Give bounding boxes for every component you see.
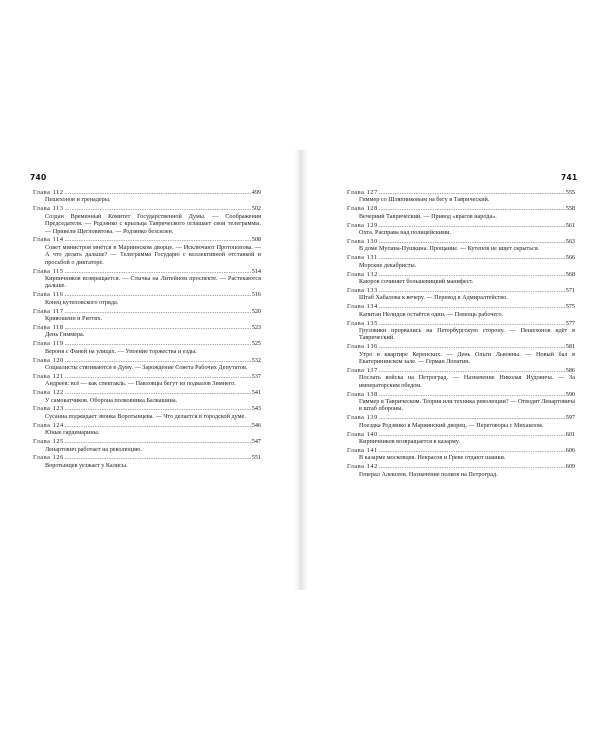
chapter-label: Глава 136 [347,343,378,351]
chapter-label: Глава 123 [33,405,64,413]
chapter-label: Глава 138 [347,390,378,398]
chapter-summary: Охта. Расправа над полицейскими. [359,229,451,237]
toc-entry [347,205,575,220]
chapter-page-number: 555 [565,189,575,196]
chapter-page-number: 606 [565,447,575,454]
toc-entry [347,287,575,302]
chapter-summary: Грузовики прорвались на Петербургскую сторону. — Пешехонов идёт в Таврический. [359,326,575,342]
chapter-summary: Гиммер в Таврическом. Теория или техника революции? — Отводят Ленартовича в штаб обороны. [359,398,575,413]
dot-leader [65,308,251,315]
toc-entry [33,308,261,323]
toc-entry-heading [347,271,575,278]
chapter-summary: Генерал Алексеев. Назначение полков на Петроград. [359,470,498,478]
chapter-page-number: 597 [565,414,575,422]
chapter-summary: Конец кутеповского отряда. [45,298,119,306]
chapter-summary: У самокатчиков. Оборона полковника Балкашина. [45,396,178,404]
dot-leader [65,236,251,243]
dot-leader [379,287,565,294]
chapter-summary: Поездка Родзянко в Мариинский дворец. — Переговоры с Михаилом. [359,421,544,429]
toc-left-column [33,189,261,471]
chapter-page-number: 609 [565,463,575,471]
chapter-label: Глава 116 [33,291,64,299]
chapter-summary: Кирпичников возвращается. — Стычка на Литейном проспекте. — Растекаются дальше. [45,274,261,290]
chapter-page-number: 543 [251,405,261,413]
chapter-page-number: 561 [565,221,575,229]
chapter-page-number: 508 [251,236,261,244]
toc-entry [347,238,575,253]
toc-entry [347,343,575,365]
chapter-summary: Создан Временный Комитет Государственной Думы. — Соображения Председателя. — Родзянко с крыльца Таврического оглашает свои телеграммы. — Привели Щегловитова. — Родзянко безсилен. [45,212,261,235]
chapter-page-number: 547 [251,438,261,446]
chapter-summary: Андреев: всё — как спектакль. — Павловцы бегут из подвалов Зимнего. [45,380,236,388]
chapter-label: Глава 131 [347,254,378,262]
chapter-label: Глава 141 [347,447,378,454]
dot-leader [379,205,565,212]
dot-leader [65,340,251,347]
dot-leader [65,438,251,445]
chapter-label: Глава 139 [347,414,378,422]
chapter-summary: Кирпичников возвращается в казарму. [359,438,460,446]
chapter-label: Глава 126 [33,454,64,462]
chapter-page-number: 516 [251,291,261,299]
chapter-page-number: 563 [565,237,575,245]
toc-entry [347,391,575,413]
toc-entry [33,357,261,372]
toc-entry-heading [347,287,575,294]
toc-entry [33,389,261,404]
toc-entry-heading [33,324,261,331]
toc-entry [33,422,261,437]
dot-leader [65,373,251,380]
chapter-label: Глава 117 [33,307,64,315]
chapter-page-number: 541 [251,389,261,397]
chapter-label: Глава 137 [347,366,378,374]
chapter-summary: Вероня с Фаней на улицах. — Упоение торжества и езды. [45,347,197,355]
toc-entry [347,463,575,478]
chapter-page-number: 514 [251,267,261,275]
toc-entry-heading [347,367,575,374]
chapter-page-number: 586 [565,366,575,374]
chapter-summary: Социалисты стягиваются в Думу. — Зарождение Совета Рабочих Депутатов. [45,363,248,371]
toc-entry [33,324,261,339]
toc-entry-heading [33,205,261,212]
chapter-page-number: 551 [251,454,261,462]
chapter-label: Глава 127 [347,189,378,196]
toc-entry-heading [33,268,261,275]
toc-entry-heading [347,303,575,310]
dot-leader [65,324,251,331]
chapter-summary: Вечерний Таврический. — Привод «врагов народа». [359,212,497,220]
toc-entry [33,373,261,388]
chapter-label: Глава 113 [33,205,64,213]
dot-leader [379,189,565,196]
toc-entry [33,438,261,453]
chapter-label: Глава 130 [347,237,378,245]
toc-entry-heading [33,389,261,396]
chapter-label: Глава 125 [33,438,64,446]
toc-entry-heading [33,189,261,196]
dot-leader [379,303,565,310]
chapter-page-number: 590 [565,390,575,398]
toc-entry-heading [33,454,261,461]
chapter-page-number: 566 [565,254,575,262]
chapter-label: Глава 121 [33,372,64,380]
chapter-summary: Утро в квартире Керенских. — День Ольги Львовны. — Новый бал в Екатерининском зале. — Герман Лопатин. [359,350,575,366]
chapter-page-number: 523 [251,323,261,331]
chapter-label: Глава 119 [33,340,64,348]
chapter-label: Глава 132 [347,270,378,278]
chapter-page-number: 546 [251,421,261,429]
toc-entry-heading [347,414,575,421]
chapter-label: Глава 112 [33,189,64,196]
chapter-summary: Штаб Хабалова к вечеру. — Перевод в Адмиралтейство. [359,294,508,302]
toc-entry-heading [347,254,575,261]
chapter-summary: Послать войска на Петроград. — Назначение Николая Иудовича. — За императорским обедом. [359,374,575,389]
chapter-label: Глава 118 [33,323,64,331]
toc-entry [347,271,575,286]
dot-leader [379,447,565,454]
dot-leader [379,320,565,327]
chapter-label: Глава 114 [33,236,64,244]
toc-entry [347,431,575,446]
right-page-number: 741 [561,173,578,182]
chapter-label: Глава 134 [347,303,378,311]
toc-entry-heading [347,222,575,229]
chapter-summary: Гиммер со Шляпниковым на бегу в Таврический. [359,196,490,204]
toc-entry [347,320,575,342]
chapter-page-number: 577 [565,319,575,327]
dot-leader [65,405,251,412]
dot-leader [65,422,251,429]
chapter-page-number: 575 [565,303,575,311]
toc-entry-heading [33,291,261,298]
chapter-summary: Капитан Нелидов остаётся один. — Помощь рабочего. [359,310,504,318]
toc-entry-heading [347,320,575,327]
chapter-label: Глава 120 [33,356,64,364]
dot-leader [379,367,565,374]
toc-entry-heading [33,340,261,347]
dot-leader [65,389,251,396]
dot-leader [379,414,565,421]
chapter-label: Глава 124 [33,421,64,429]
dot-leader [379,238,565,245]
chapter-summary: Воротынцев уезжает у Калисы. [45,461,128,469]
chapter-page-number: 558 [565,205,575,213]
toc-entry [347,222,575,237]
chapter-label: Глава 122 [33,389,64,397]
toc-entry-heading [33,438,261,445]
chapter-summary: Юные гардемарины. [45,429,100,437]
toc-entry [347,303,575,318]
toc-entry [33,454,261,469]
chapter-summary: Пешехонов и гренадеры. [45,196,111,204]
toc-entry [347,254,575,269]
dot-leader [65,268,251,275]
dot-leader [379,254,565,261]
chapter-label: Глава 133 [347,286,378,294]
chapter-summary: Морские декабристы. [359,261,417,269]
toc-entry-heading [33,405,261,412]
toc-entry-heading [33,236,261,243]
toc-entry [347,367,575,389]
left-page-number: 740 [30,173,47,182]
toc-entry [33,236,261,266]
chapter-summary: Сусанна поджидает звонка Воротынцева. — Что делается в городской думе. [45,412,246,420]
chapter-summary: В доме Мусина-Пушкина. Прощание. — Кутепов не ищет скрыться. [359,245,540,253]
toc-entry [347,447,575,462]
dot-leader [379,271,565,278]
toc-entry [33,205,261,235]
chapter-label: Глава 135 [347,319,378,327]
toc-entry-heading [347,391,575,398]
toc-entry-heading [347,447,575,454]
toc-entry [33,189,261,204]
toc-entry [33,268,261,290]
chapter-page-number: 525 [251,340,261,348]
toc-entry [33,340,261,355]
chapter-page-number: 568 [565,270,575,278]
chapter-summary: Совет министров мнётся в Мариинском дворце. — Исключают Протопопова. — А что делать дальше? — Телеграмма Государю с коллективной отставкой и просьбой о диктаторе. [45,243,261,266]
toc-entry-heading [347,431,575,438]
chapter-page-number: 520 [251,307,261,315]
toc-entry-heading [347,205,575,212]
chapter-label: Глава 129 [347,221,378,229]
toc-entry-heading [33,308,261,315]
chapter-label: Глава 128 [347,205,378,213]
chapter-page-number: 499 [251,189,261,196]
toc-entry-heading [33,422,261,429]
dot-leader [65,205,251,212]
dot-leader [379,463,565,470]
dot-leader [379,343,565,350]
chapter-page-number: 532 [251,356,261,364]
dot-leader [65,454,251,461]
toc-entry [347,414,575,429]
chapter-label: Глава 142 [347,463,378,471]
dot-leader [65,189,251,196]
toc-entry-heading [347,238,575,245]
toc-entry [33,405,261,420]
chapter-summary: Каюров сочиняет большевицкий манифест. [359,277,474,285]
toc-entry-heading [347,463,575,470]
dot-leader [65,357,251,364]
book-gutter [294,150,308,590]
toc-right-column [347,189,575,480]
chapter-summary: В казарме московцев. Некрасов и Греве отдают шашки. [359,454,506,462]
dot-leader [379,222,565,229]
dot-leader [379,391,565,398]
chapter-page-number: 581 [565,343,575,351]
toc-entry [33,291,261,306]
toc-entry-heading [33,357,261,364]
toc-entry-heading [347,189,575,196]
chapter-label: Глава 140 [347,430,378,438]
chapter-page-number: 601 [565,430,575,438]
dot-leader [379,431,565,438]
chapter-page-number: 571 [565,286,575,294]
chapter-label: Глава 115 [33,267,64,275]
toc-entry [347,189,575,204]
toc-entry-heading [33,373,261,380]
toc-entry-heading [347,343,575,350]
chapter-summary: Ленартович работает на революцию. [45,445,142,453]
chapter-page-number: 537 [251,372,261,380]
chapter-summary: День Гиммера. [45,331,85,339]
dot-leader [65,291,251,298]
chapter-summary: Кривошеин и Риттих. [45,315,103,322]
chapter-page-number: 502 [251,205,261,213]
